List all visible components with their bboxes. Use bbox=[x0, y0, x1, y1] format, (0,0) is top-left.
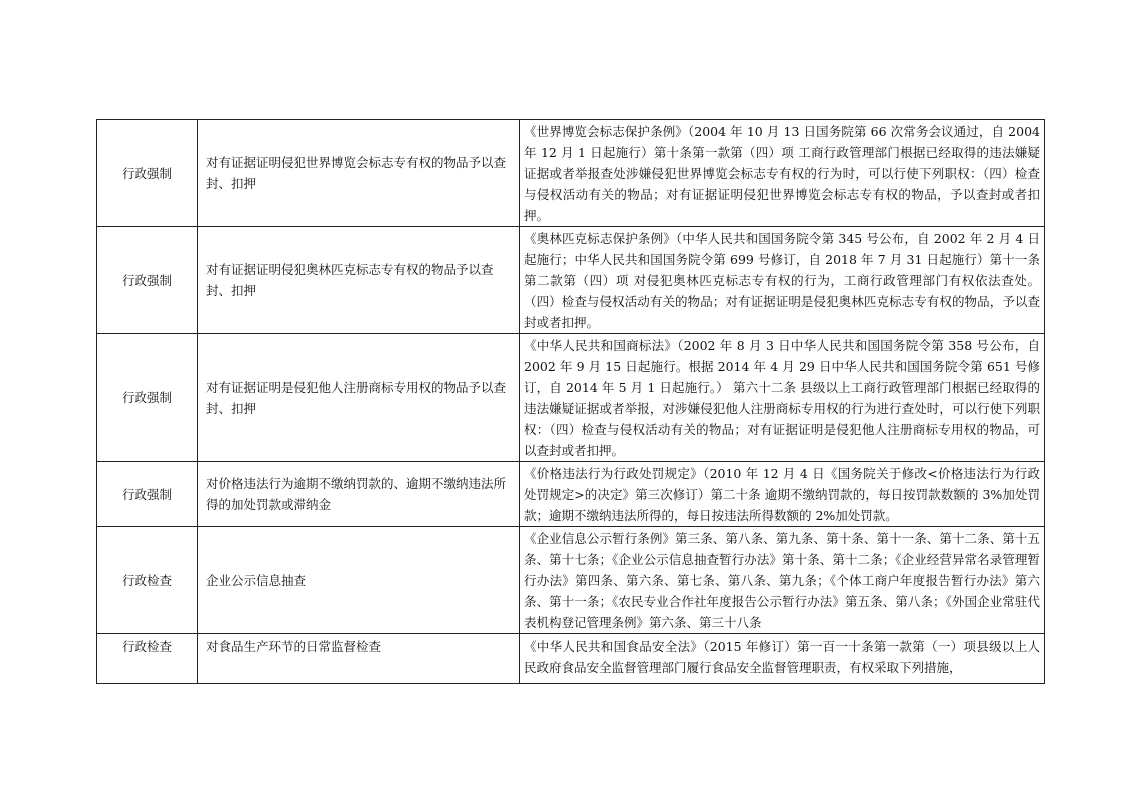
row-legal-basis: 《奥林匹克标志保护条例》（中华人民共和国国务院令第 345 号公布，自 2002 年 2 月 4 日起施行；中华人民共和国国务院令第 699 号修订，自 2018 年 7 月 31 日起施行）第十一条第二款第（四）项 对侵犯奥林匹克标志专有权的行为，工商行政管理部门有权依法查处。（四）检查与侵权活动有关的物品；对有证据证明是侵犯奥林匹克标志专有权的物品，予以查封或者扣押。 bbox=[520, 227, 1045, 334]
row-item-name: 对有证据证明是侵犯他人注册商标专用权的物品予以查封、扣押 bbox=[198, 334, 520, 462]
row-legal-basis: 《中华人民共和国商标法》（2002 年 8 月 3 日中华人民共和国国务院令第 358 号公布，自 2002 年 9 月 15 日起施行。根据 2014 年 4 月 29 日中华人民共和国国务院令第 651 号修订，自 2014 年 5 月 1 日起施行。） 第六十二条 县级以上工商行政管理部门根据已经取得的违法嫌疑证据或者举报，对涉嫌侵犯他人注册商标专用权的行为进行查处时，可以行使下列职权：（四）检查与侵权活动有关的物品；对有证据证明是侵犯他人注册商标专用权的物品，可以查封或者扣押。 bbox=[520, 334, 1045, 462]
row-type: 行政检查 bbox=[97, 634, 198, 684]
row-item-name: 对有证据证明侵犯世界博览会标志专有权的物品予以查封、扣押 bbox=[198, 120, 520, 227]
row-type: 行政强制 bbox=[97, 120, 198, 227]
row-type: 行政强制 bbox=[97, 334, 198, 462]
row-item-name: 对有证据证明侵犯奥林匹克标志专有权的物品予以查封、扣押 bbox=[198, 227, 520, 334]
table-row bbox=[97, 634, 1045, 684]
row-item-name: 企业公示信息抽查 bbox=[198, 527, 520, 634]
row-legal-basis: 《企业信息公示暂行条例》第三条、第八条、第九条、第十条、第十一条、第十二条、第十五条、第十七条；《企业公示信息抽查暂行办法》第十条、第十二条；《企业经营异常名录管理暂行办法》第四条、第六条、第七条、第八条、第九条；《个体工商户年度报告暂行办法》第六条、第十一条；《农民专业合作社年度报告公示暂行办法》第五条、第八条；《外国企业常驻代表机构登记管理条例》第六条、第三十八条 bbox=[520, 527, 1045, 634]
row-type: 行政强制 bbox=[97, 227, 198, 334]
regulation-table bbox=[96, 119, 1045, 684]
row-item-name: 对价格违法行为逾期不缴纳罚款的、逾期不缴纳违法所得的加处罚款或滞纳金 bbox=[198, 462, 520, 527]
table-row bbox=[97, 462, 1045, 527]
row-type: 行政强制 bbox=[97, 462, 198, 527]
table-row bbox=[97, 334, 1045, 462]
row-type: 行政检查 bbox=[97, 527, 198, 634]
table-row bbox=[97, 227, 1045, 334]
row-item-name: 对食品生产环节的日常监督检查 bbox=[198, 634, 520, 684]
table-row bbox=[97, 120, 1045, 227]
row-legal-basis: 《价格违法行为行政处罚规定》（2010 年 12 月 4 日《国务院关于修改<价格违法行为行政处罚规定>的决定》第三次修订）第二十条 逾期不缴纳罚款的，每日按罚款数额的 3%加处罚款；逾期不缴纳违法所得的，每日按违法所得数额的 2%加处罚款。 bbox=[520, 462, 1045, 527]
row-legal-basis: 《世界博览会标志保护条例》（2004 年 10 月 13 日国务院第 66 次常务会议通过，自 2004 年 12 月 1 日起施行）第十条第一款第（四）项 工商行政管理部门根据已经取得的违法嫌疑证据或者举报查处涉嫌侵犯世界博览会标志专有权的行为时，可以行使下列职权：（四）检查与侵权活动有关的物品；对有证据证明侵犯世界博览会标志专有权的物品，予以查封或者扣押。 bbox=[520, 120, 1045, 227]
row-legal-basis: 《中华人民共和国食品安全法》（2015 年修订）第一百一十条第一款第（一）项县级以上人民政府食品安全监督管理部门履行食品安全监督管理职责，有权采取下列措施， bbox=[520, 634, 1045, 684]
table-row bbox=[97, 527, 1045, 634]
